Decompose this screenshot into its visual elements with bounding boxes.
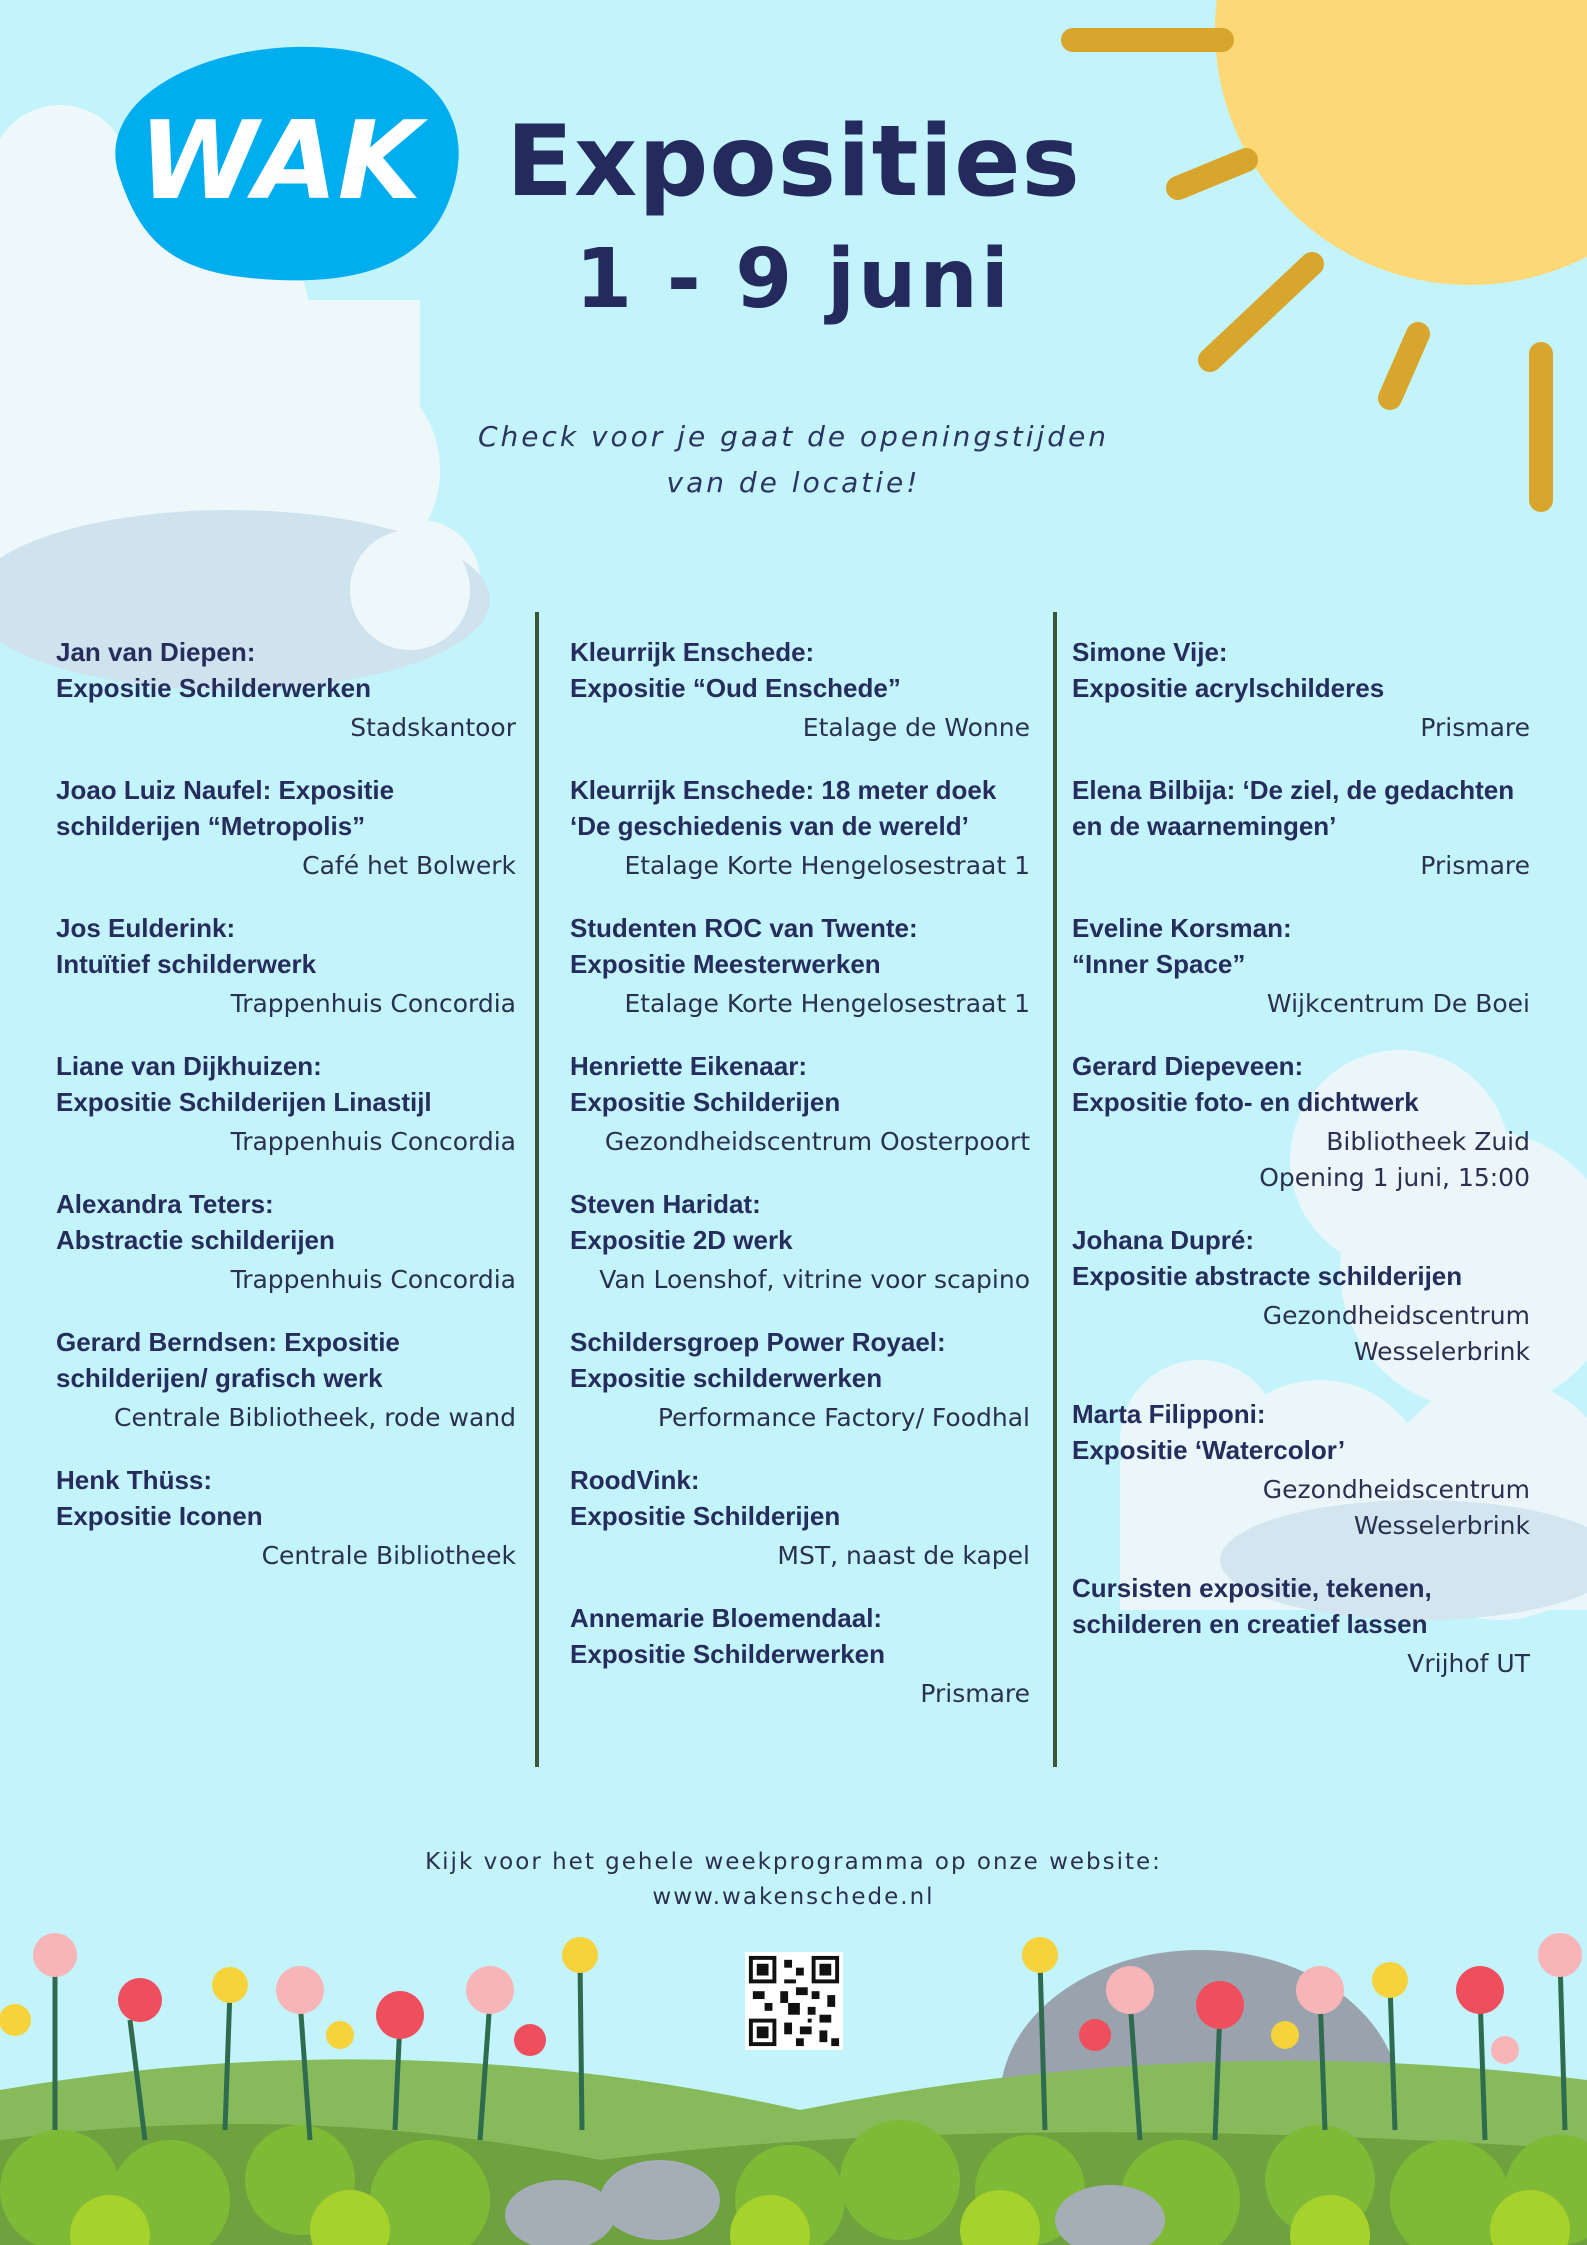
exhibition-entry (56, 1324, 516, 1436)
exhibition-title: Steven Haridat: Expositie 2D werk (570, 1189, 793, 1255)
opening-hours-note (0, 414, 1587, 506)
exhibition-location: Trappenhuis Concordia (230, 1265, 516, 1294)
exhibition-column-2 (570, 634, 1030, 1738)
exhibition-location: Vrijhof UT (1407, 1649, 1530, 1678)
exhibition-column-1 (56, 634, 516, 1600)
exhibition-location: MST, naast de kapel (777, 1541, 1030, 1570)
page-title: Exposities (506, 105, 1081, 219)
note-line-2: van de locatie! (666, 466, 921, 499)
exhibition-entry (56, 1462, 516, 1574)
date-range: 1 - 9 juni (575, 232, 1012, 327)
exhibition-title: Eveline Korsman: “Inner Space” (1072, 913, 1292, 979)
exhibition-location: Centrale Bibliotheek, rode wand (114, 1403, 516, 1432)
exhibition-entry (1072, 772, 1530, 884)
exhibition-title: Joao Luiz Naufel: Expositie schilderijen “Metropolis” (56, 775, 395, 841)
exhibition-entry (1072, 910, 1530, 1022)
exhibition-entry (56, 772, 516, 884)
exhibition-entry (56, 634, 516, 746)
exhibition-location: Trappenhuis Concordia (230, 1127, 516, 1156)
exhibition-column-3 (1072, 634, 1530, 1708)
exhibition-title: Simone Vije: Expositie acrylschilderes (1072, 637, 1385, 703)
exhibition-entry (1072, 634, 1530, 746)
exhibition-location: Van Loenshof, vitrine voor scapino (599, 1265, 1030, 1294)
exhibition-entry (570, 910, 1030, 1022)
exhibition-entry (56, 1048, 516, 1160)
exhibition-location: Prismare (1420, 713, 1530, 742)
exhibition-title: RoodVink: Expositie Schilderijen (570, 1465, 841, 1531)
exhibition-location: Bibliotheek Zuid Opening 1 juni, 15:00 (1259, 1127, 1530, 1192)
exhibition-entry (1072, 1570, 1530, 1682)
exhibition-location: Prismare (1420, 851, 1530, 880)
exhibition-entry (570, 1324, 1030, 1436)
exhibition-title: Elena Bilbija: ‘De ziel, de gedachten en de waarnemingen’ (1072, 775, 1515, 841)
exhibition-title: Marta Filipponi: Expositie ‘Watercolor’ (1072, 1399, 1346, 1465)
exhibition-location: Gezondheidscentrum Wesselerbrink (1262, 1301, 1530, 1366)
exhibition-entry (1072, 1048, 1530, 1196)
exhibition-location: Etalage Korte Hengelosestraat 1 (624, 989, 1030, 1018)
exhibition-location: Trappenhuis Concordia (230, 989, 516, 1018)
exhibition-entry (570, 634, 1030, 746)
exhibition-location: Prismare (920, 1679, 1030, 1708)
exhibition-location: Etalage Korte Hengelosestraat 1 (624, 851, 1030, 880)
exhibition-title: Kleurrijk Enschede: Expositie “Oud Enschede” (570, 637, 901, 703)
exhibition-title: Cursisten expositie, tekenen, schilderen en creatief lassen (1072, 1573, 1432, 1639)
exhibition-title: Studenten ROC van Twente: Expositie Meesterwerken (570, 913, 918, 979)
exhibition-entry (570, 1600, 1030, 1712)
website-link[interactable]: www.wakenschede.nl (652, 1884, 935, 1910)
footer-text: Kijk voor het gehele weekprogramma op onze website: (425, 1849, 1162, 1875)
exhibition-entry (570, 1186, 1030, 1298)
exhibition-title: Kleurrijk Enschede: 18 meter doek ‘De geschiedenis van de wereld’ (570, 775, 997, 841)
exhibition-location: Wijkcentrum De Boei (1266, 989, 1530, 1018)
exhibition-location: Gezondheidscentrum Oosterpoort (604, 1127, 1030, 1156)
note-line-1: Check voor je gaat de openingstijden (477, 420, 1110, 453)
logo-text: WAK (138, 99, 422, 224)
exhibition-location: Stadskantoor (350, 713, 516, 742)
exhibition-entry (570, 1462, 1030, 1574)
exhibition-location: Centrale Bibliotheek (261, 1541, 516, 1570)
exhibition-location: Café het Bolwerk (302, 851, 516, 880)
exhibition-title: Gerard Diepeveen: Expositie foto- en dichtwerk (1072, 1051, 1419, 1117)
exhibition-title: Schildersgroep Power Royael: Expositie schilderwerken (570, 1327, 946, 1393)
exhibition-title: Annemarie Bloemendaal: Expositie Schilderwerken (570, 1603, 886, 1669)
exhibition-title: Alexandra Teters: Abstractie schilderijen (56, 1189, 335, 1255)
exhibition-title: Liane van Dijkhuizen: Expositie Schilderijen Linastijl (56, 1051, 432, 1117)
exhibition-entry (570, 772, 1030, 884)
qr-code-icon[interactable] (745, 1952, 843, 2050)
exhibition-location: Etalage de Wonne (802, 713, 1030, 742)
exhibition-title: Jos Eulderink: Intuïtief schilderwerk (56, 913, 317, 979)
exhibition-entry (56, 1186, 516, 1298)
exhibition-location: Performance Factory/ Foodhal (657, 1403, 1030, 1432)
exhibition-title: Jan van Diepen: Expositie Schilderwerken (56, 637, 372, 703)
exhibition-entry (56, 910, 516, 1022)
exhibition-entry (1072, 1222, 1530, 1370)
exhibition-title: Gerard Berndsen: Expositie schilderijen/ grafisch werk (56, 1327, 400, 1393)
exhibition-location: Gezondheidscentrum Wesselerbrink (1262, 1475, 1530, 1540)
column-divider (535, 612, 539, 1767)
exhibition-title: Johana Dupré: Expositie abstracte schilderijen (1072, 1225, 1463, 1291)
exhibition-entry (570, 1048, 1030, 1160)
exhibition-entry (1072, 1396, 1530, 1544)
exhibition-title: Henk Thüss: Expositie Iconen (56, 1465, 263, 1531)
column-divider (1053, 612, 1057, 1767)
exhibition-title: Henriette Eikenaar: Expositie Schilderijen (570, 1051, 841, 1117)
